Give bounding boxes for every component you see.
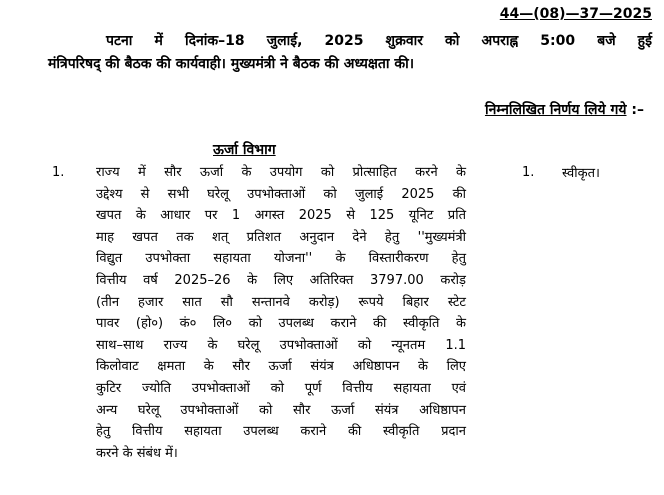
item-line: करने के संबंध में। [96,445,178,461]
reference-number: 44—(08)—37—2025 [499,6,652,22]
item-line: हेतु वित्तीय सहायता उपलब्ध कराने की स्वीकृति प्रदान [96,424,466,440]
result-number: 1. [522,165,535,180]
result-status: स्वीकृत। [562,166,600,181]
item-line: खपत के आधार पर 1 अगस्त 2025 से 125 यूनिट प्रति [96,208,466,224]
item-line: उद्देश्य से सभी घरेलू उपभोक्ताओं को जुलाई 2025 की [96,186,466,202]
item-line: वित्तीय वर्ष 2025–26 के लिए अतिरिक्त 3797.00 करोड़ [96,272,466,288]
item-number: 1. [52,165,65,180]
department-title: ऊर्जा विभाग [213,142,276,158]
item-line: माह खपत तक शत् प्रतिशत अनुदान देने हेतु ''मुख्यमंत्री [96,229,466,245]
item-line: साथ–साथ राज्य के घरेलू उपभोक्ताओं को न्यूनतम 1.1 [96,337,466,353]
item-line: अन्य घरेलू उपभोक्ताओं को सौर ऊर्जा संयंत्र अधिष्ठापन [96,402,466,418]
item-line: किलोवाट क्षमता के सौर ऊर्जा संयंत्र अधिष्ठापन के लिए [96,359,466,375]
decisions-heading-suffix: :– [631,102,644,118]
decisions-heading [485,100,644,119]
decisions-heading-label: निम्नलिखित निर्णय लिये गये [484,102,627,118]
item-description [96,162,466,464]
item-line: पावर (हो०) कं० लि० को उपलब्ध कराने की स्वीकृति के [96,316,466,332]
item-line: विद्युत उपभोक्ता सहायता योजना'' के विस्तारीकरण हेतु [96,251,466,267]
item-line: राज्य में सौर ऊर्जा के उपयोग को प्रोत्साहित करने के [96,165,466,180]
item-line: (तीन हजार सात सौ सन्तानवे करोड़) रूपये बिहार स्टेट [96,294,466,310]
item-line: कुटिर ज्योति उपभोक्ताओं को पूर्ण वित्तीय सहायता एवं [96,380,466,396]
meeting-intro [48,30,652,76]
intro-line-2: मंत्रिपरिषद् की बैठक की कार्यवाही। मुख्यमंत्री ने बैठक की अध्यक्षता की। [48,56,415,72]
intro-line-1: पटना में दिनांक–18 जुलाई, 2025 शुक्रवार को अपराह्न 5:00 बजे हुई [106,33,652,49]
